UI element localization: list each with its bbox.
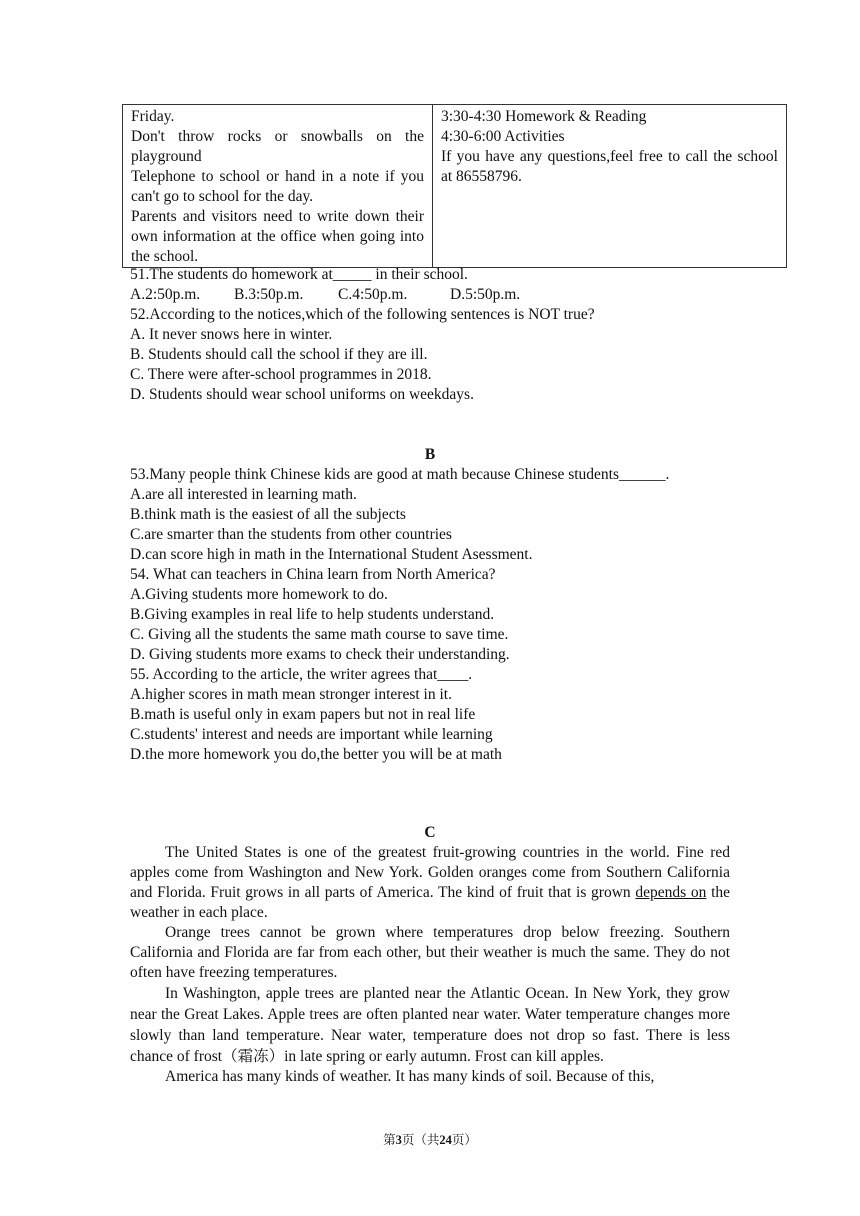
option-c: C. There were after-school programmes in 2018.: [130, 366, 432, 383]
option-a: A. It never snows here in winter.: [130, 326, 333, 343]
option-a: A.2:50p.m.: [130, 286, 201, 303]
notice-line: Parents and visitors need to write down their own information at the office when going into the school.: [131, 208, 424, 265]
paragraph-text: The United States is one of the greatest fruit-growing countries in the world. Fine red apples come from Washington and New York. Golden oranges come from Southern California and Florida. Fruit grows in all parts of America. The kind of fruit that is grown: [130, 844, 730, 901]
table-row: [123, 105, 787, 268]
option-b: B.think math is the easiest of all the subjects: [130, 506, 406, 523]
notice-left-cell: [123, 105, 433, 268]
option-b: B.math is useful only in exam papers but not in real life: [130, 706, 476, 723]
paragraph-1: [130, 843, 730, 923]
footer-prefix: 第: [383, 1133, 396, 1147]
option-a: A.higher scores in math mean stronger interest in it.: [130, 686, 452, 703]
schedule-line: 3:30-4:30 Homework & Reading: [441, 108, 647, 125]
paragraph-text: the weather in each place.: [130, 884, 731, 921]
notice-line: Telephone to school or hand in a note if you can't go to school for the day.: [131, 168, 424, 205]
question-51: [130, 265, 730, 305]
question-stem: 51.The students do homework at_____ in their school.: [130, 266, 468, 283]
option-c: C.4:50p.m.: [338, 286, 408, 303]
page-footer: [0, 1131, 860, 1149]
paragraph-2: Orange trees cannot be grown where temperatures drop below freezing. Southern California and Florida are far from each other, but their weather is much the same. They do not often have freezing temperatures.: [130, 924, 730, 981]
option-b: B. Students should call the school if they are ill.: [130, 346, 428, 363]
question-stem: 52.According to the notices,which of the following sentences is NOT true?: [130, 306, 595, 323]
footer-middle: 页（共: [401, 1133, 440, 1147]
option-c: C.are smarter than the students from other countries: [130, 526, 452, 543]
question-52: [130, 305, 730, 405]
paragraph-3: In Washington, apple trees are planted near the Atlantic Ocean. In New York, they grow near the Great Lakes. Apple trees are often planted near water. Water temperature changes more slowly than land temperature. Near water, temperature does not drop so fast. There is less chance of frost（霜冻）in late spring or early autumn. Frost can kill apples.: [130, 985, 730, 1065]
question-stem: 55. According to the article, the writer agrees that____.: [130, 666, 473, 683]
section-c: [130, 823, 730, 1087]
option-b: B.3:50p.m.: [234, 286, 304, 303]
page-number: 3: [395, 1133, 402, 1147]
underlined-phrase: depends on: [635, 884, 707, 901]
option-b: B.Giving examples in real life to help students understand.: [130, 606, 495, 623]
total-pages: 24: [439, 1133, 452, 1147]
option-a: A.Giving students more homework to do.: [130, 586, 388, 603]
option-d: D.5:50p.m.: [450, 286, 521, 303]
schedule-line: 4:30-6:00 Activities: [441, 128, 565, 145]
option-d: D. Students should wear school uniforms on weekdays.: [130, 386, 474, 403]
option-d: D.can score high in math in the International Student Asessment.: [130, 546, 533, 563]
section-b: [130, 445, 730, 765]
option-row: [130, 285, 730, 305]
option-a: A.are all interested in learning math.: [130, 486, 357, 503]
notice-line: Don't throw rocks or snowballs on the playground: [131, 128, 424, 165]
paragraph-4: America has many kinds of weather. It has many kinds of soil. Because of this,: [165, 1068, 655, 1085]
section-heading: C: [424, 824, 436, 841]
footer-suffix: 页）: [451, 1133, 477, 1147]
notice-line: Friday.: [131, 108, 175, 125]
question-stem: 54. What can teachers in China learn from North America?: [130, 566, 496, 583]
question-stem: 53.Many people think Chinese kids are good at math because Chinese students______.: [130, 466, 670, 483]
section-heading: B: [424, 446, 436, 463]
contact-line: If you have any questions,feel free to call the school at 86558796.: [441, 148, 778, 185]
option-d: D. Giving students more exams to check their understanding.: [130, 646, 510, 663]
option-d: D.the more homework you do,the better you will be at math: [130, 746, 502, 763]
notice-right-cell: [433, 105, 787, 268]
option-c: C.students' interest and needs are important while learning: [130, 726, 493, 743]
option-c: C. Giving all the students the same math course to save time.: [130, 626, 509, 643]
notice-table: [122, 104, 787, 268]
